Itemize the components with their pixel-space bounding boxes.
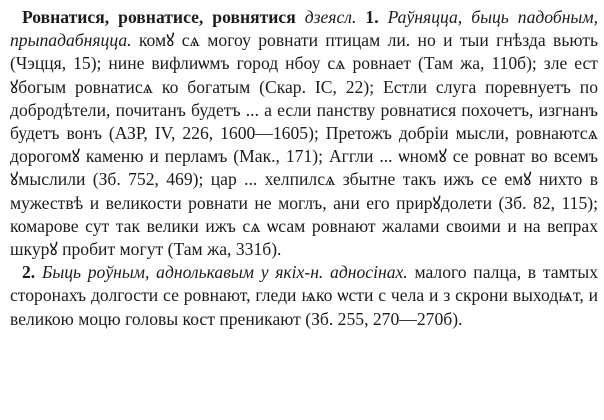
entry-sense-2 [10,261,598,331]
dictionary-entry [10,6,598,331]
sense-definition-1: Раўняцца, быць падобным, прыпадабняцца. [10,7,598,51]
sense-citations-2: малого палца, в тамтых сторонахъ долгости се ровнают, гледи ѩко ѡсти с чела и з скрони выходѩт, и великою моцю головы кост преникают (Зб. 255, 270—270б). [10,262,598,329]
sense-definition-2: Быць роўным, аднолькавым у якіх-н. адносінах. [41,262,408,283]
headword: Ровнатися, ровнатисе, ровнятися [22,7,296,27]
sense-number-2: 2. [22,262,36,283]
entry-sense-1 [10,6,598,261]
sense-number-1: 1. [365,7,379,27]
part-of-speech: дзеясл. [304,7,357,27]
sense-citations-1: комꙋ сѧ могоу ровнати птицам ли. но и тыи гнѣзда вьють (Чэцця, 15); нине вифлиѡмъ город нбоу сѧ ровнает (Там жа, 110б); зле ест ꙋбогым ровнатисѧ ко богатым (Скар. ІС, 22); Естли слуга поревнуетъ по добродѣтели, почитанъ будетъ ... а если панству ровнатися похочетъ, изгнанъ будетъ вонъ (АЗР, IV, 226, 1600—1605); Претожъ добріи мысли, ровнаютсѧ дорогомꙋ каменю и перламъ (Мак., 171); Аггли ... ѡномꙋ се ровнат во всемъ ꙋмыслили (Зб. 752, 469); цар ... хелпилсѧ збытне такъ ижъ се емꙋ нихто в мужествѣ и великости ровнати не моглъ, ани его прирꙋдолети (Зб. 82, 115); комарове сут так велики ижъ сѧ ѡсам ровнают жалами своими и на вепрах шкурꙋ пробит могут (Там жа, 331б). [10,30,598,260]
